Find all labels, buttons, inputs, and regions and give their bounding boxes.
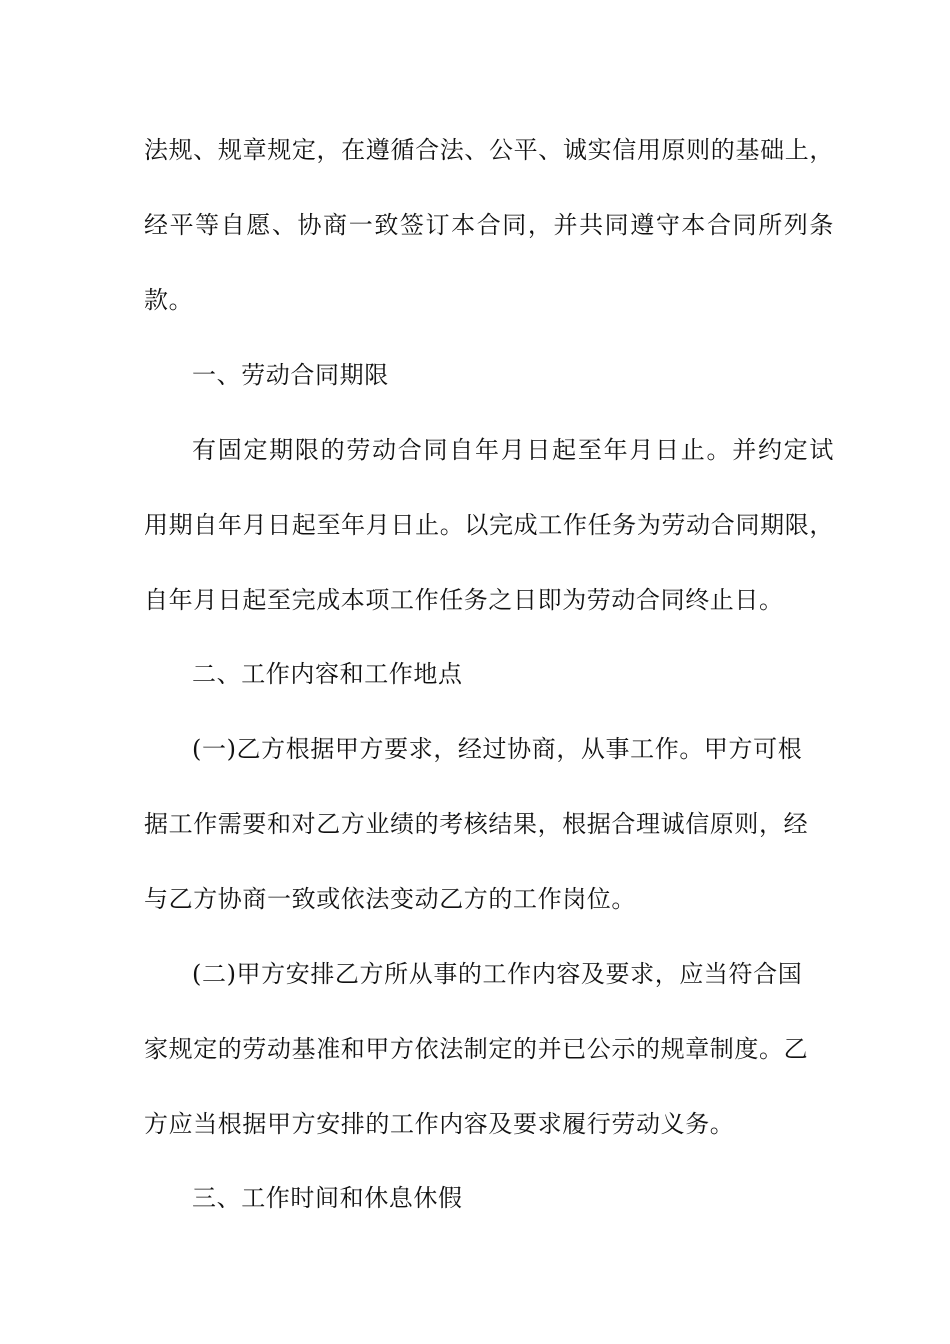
paragraph-line: 方应当根据甲方安排的工作内容及要求履行劳动义务。 <box>144 1110 735 1138</box>
paragraph-line: 家规定的劳动基准和甲方依法制定的并已公示的规章制度。乙 <box>144 1035 809 1063</box>
section-heading: 二、工作内容和工作地点 <box>192 660 463 688</box>
paragraph-line: 款。 <box>144 286 194 314</box>
paragraph-line: (二)甲方安排乙方所从事的工作内容及要求，应当符合国 <box>192 960 803 988</box>
section-heading: 三、工作时间和休息休假 <box>192 1184 463 1212</box>
paragraph-line: 据工作需要和对乙方业绩的考核结果，根据合理诚信原则，经 <box>144 810 809 838</box>
paragraph-line: 与乙方协商一致或依法变动乙方的工作岗位。 <box>144 885 636 913</box>
paragraph-line: 有固定期限的劳动合同自年月日起至年月日止。并约定试 <box>192 436 834 464</box>
paragraph-line: (一)乙方根据甲方要求，经过协商，从事工作。甲方可根 <box>192 735 803 763</box>
paragraph-line: 自年月日起至完成本项工作任务之日即为劳动合同终止日。 <box>144 586 784 614</box>
paragraph-line: 法规、规章规定，在遵循合法、公平、诚实信用原则的基础上， <box>144 136 834 164</box>
paragraph-line: 用期自年月日起至年月日止。以完成工作任务为劳动合同期限， <box>144 511 834 539</box>
section-heading: 一、劳动合同期限 <box>192 361 389 389</box>
paragraph-line: 经平等自愿、协商一致签订本合同，并共同遵守本合同所列条 <box>144 211 834 239</box>
